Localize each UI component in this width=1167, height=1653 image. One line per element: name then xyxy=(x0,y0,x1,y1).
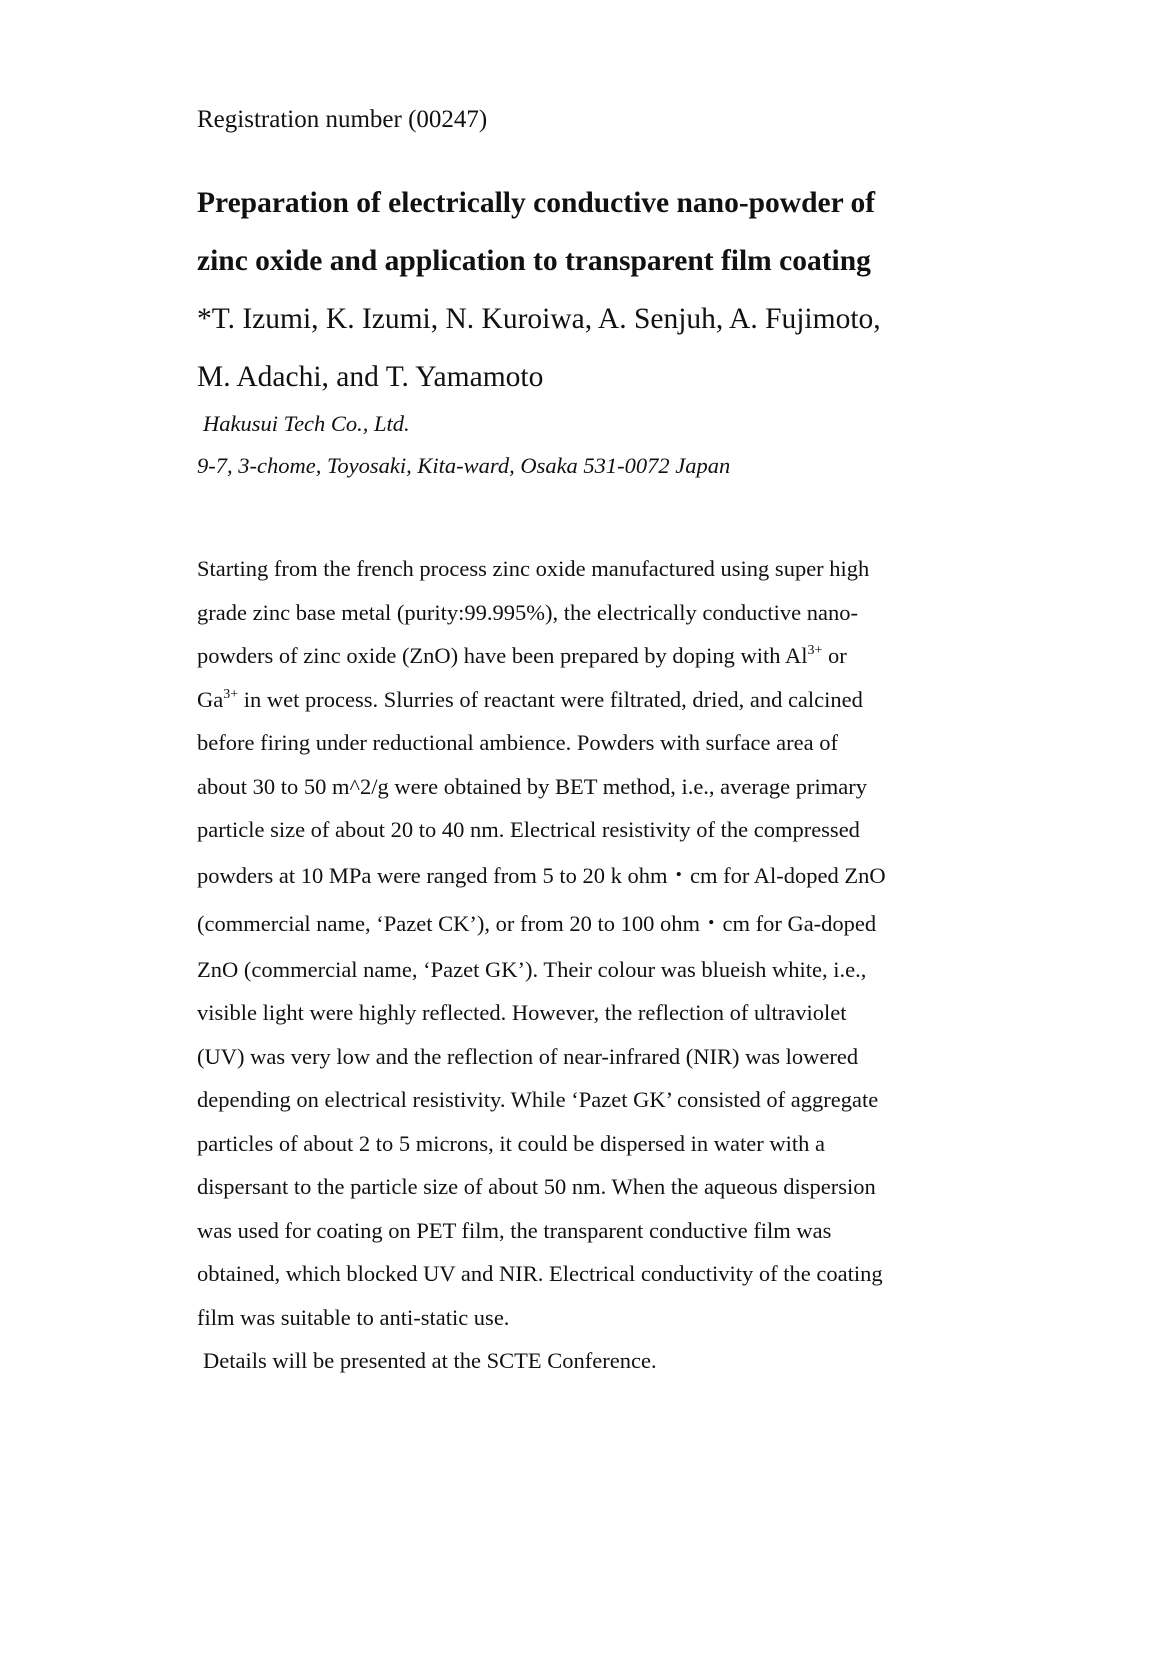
abstract-line: ZnO (commercial name, ‘Pazet GK’). Their colour was blueish white, i.e., xyxy=(197,956,867,982)
abstract-line: particles of about 2 to 5 microns, it could be dispersed in water with a xyxy=(197,1130,825,1156)
abstract-line: particle size of about 20 to 40 nm. Electrical resistivity of the compressed xyxy=(197,817,860,842)
abstract-line: (UV) was very low and the reflection of near-infrared (NIR) was lowered xyxy=(197,1043,859,1069)
author-list xyxy=(197,290,1017,406)
abstract-line: was used for coating on PET film, the transparent conductive film was xyxy=(197,1217,832,1243)
superscript-charge: 3+ xyxy=(807,643,823,658)
abstract-line xyxy=(197,678,987,722)
paper-title xyxy=(197,174,1017,290)
abstract-line: powders at 10 MPa were ranged from 5 to 20 k ohm・cm for Al-doped ZnO xyxy=(197,862,886,888)
affiliation-company: Hakusui Tech Co., Ltd. xyxy=(203,411,410,436)
presentation-note: Details will be presented at the SCTE Conference. xyxy=(203,1348,657,1373)
abstract-line: visible light were highly reflected. However, the reflection of ultraviolet xyxy=(197,1000,847,1025)
abstract-text: powders of zinc oxide (ZnO) have been prepared by doping with Al xyxy=(197,643,808,668)
title-line: zinc oxide and application to transparent film coating xyxy=(197,245,871,277)
superscript-charge: 3+ xyxy=(223,686,239,702)
affiliation-address: 9-7, 3-chome, Toyosaki, Kita-ward, Osaka 531-0072 Japan xyxy=(197,453,731,478)
affiliation xyxy=(197,403,730,487)
abstract-line xyxy=(197,634,987,678)
abstract-text: in wet process. Slurries of reactant were filtrated, dried, and calcined xyxy=(238,686,863,712)
title-line: Preparation of electrically conductive nano-powder of xyxy=(197,187,876,219)
abstract-line: grade zinc base metal (purity:99.995%), the electrically conductive nano- xyxy=(197,599,858,625)
abstract-line: dispersant to the particle size of about 50 nm. When the aqueous dispersion xyxy=(197,1174,876,1199)
abstract-text: or xyxy=(822,643,847,668)
abstract-text: Ga xyxy=(197,686,224,712)
abstract-line: depending on electrical resistivity. While ‘Pazet GK’ consisted of aggregate xyxy=(197,1087,879,1112)
abstract-line: before firing under reductional ambience. Powders with surface area of xyxy=(197,730,838,755)
abstract-body xyxy=(197,547,987,1383)
author-line: *T. Izumi, K. Izumi, N. Kuroiwa, A. Senjuh, A. Fujimoto, xyxy=(197,303,881,335)
abstract-line: (commercial name, ‘Pazet CK’), or from 20 to 100 ohm・cm for Ga-doped xyxy=(197,910,877,936)
abstract-line: film was suitable to anti-static use. xyxy=(197,1304,510,1330)
registration-number: Registration number (00247) xyxy=(197,106,488,133)
author-line: M. Adachi, and T. Yamamoto xyxy=(197,361,544,393)
abstract-line: about 30 to 50 m^2/g were obtained by BET method, i.e., average primary xyxy=(197,773,867,799)
abstract-line: Starting from the french process zinc oxide manufactured using super high xyxy=(197,556,870,581)
abstract-line: obtained, which blocked UV and NIR. Electrical conductivity of the coating xyxy=(197,1261,883,1286)
